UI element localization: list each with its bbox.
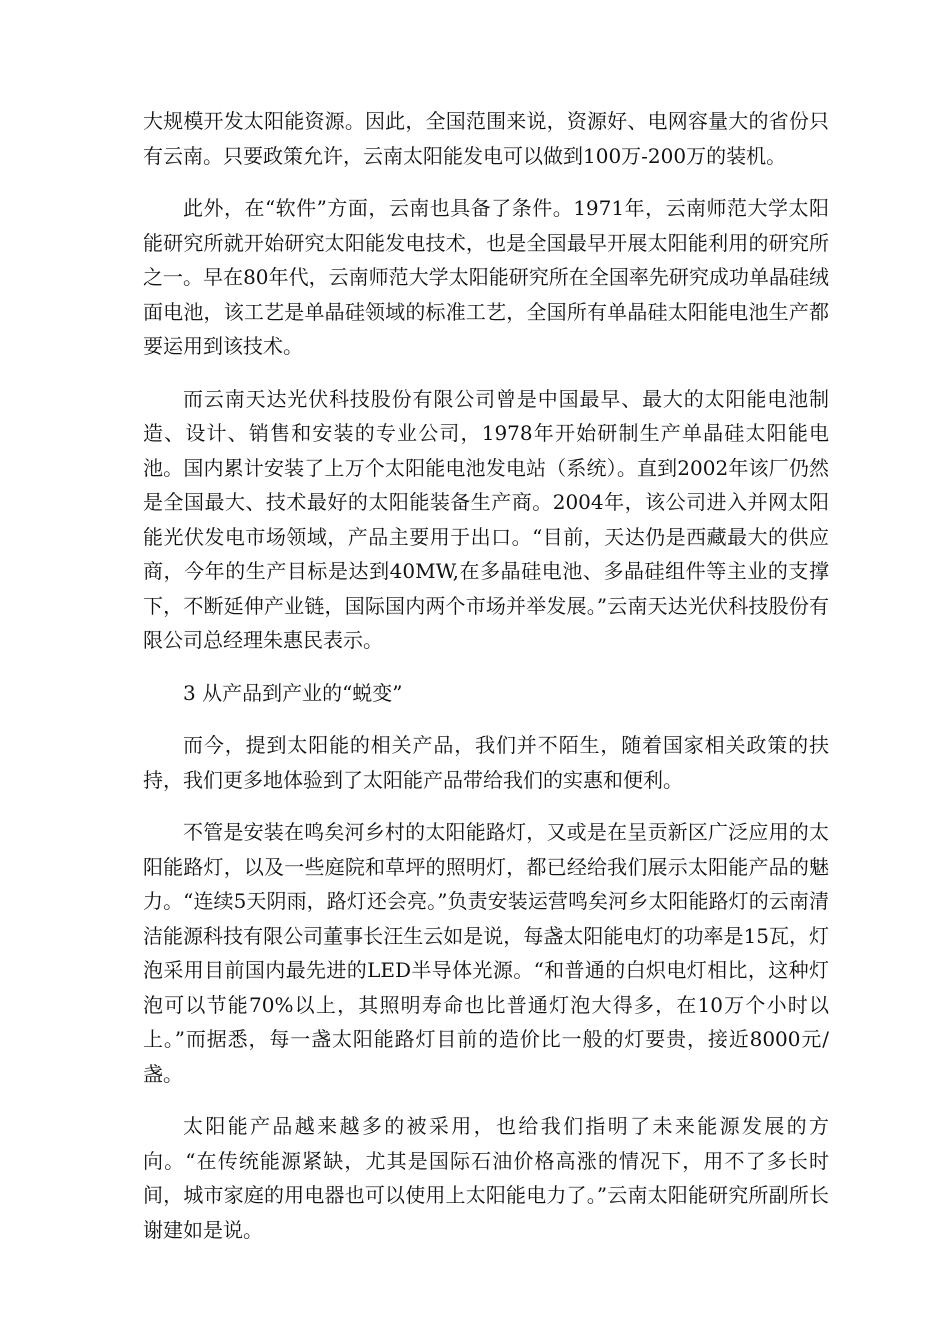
paragraph-solar-streetlights: 不管是安装在鸣矣河乡村的太阳能路灯，又或是在呈贡新区广泛应用的太阳能路灯，以及一些庭院和草坪的照明灯，都已经给我们展示太阳能产品的魅力。“连续5天阴雨，路灯还会亮。”负责安装运营鸣矣河乡太阳能路灯的云南清洁能源科技有限公司董事长汪生云如是说，每盏太阳能电灯的功率是15瓦，灯泡采用目前国内最先进的LED半导体光源。“和普通的白炽电灯相比，这种灯泡可以节能70%以上，其照明寿命也比普通灯泡大得多，在10万个小时以上。”而据悉，每一盏太阳能路灯目前的造价比一般的灯要贵，接近8000元/盏。 bbox=[143, 820, 829, 1086]
paragraph-software-conditions: 此外，在“软件”方面，云南也具备了条件。1971年，云南师范大学太阳能研究所就开始研究太阳能发电技术，也是全国最早开展太阳能利用的研究所之一。早在80年代，云南师范大学太阳能研究所在全国率先研究成功单晶硅绒面电池，该工艺是单晶硅领域的标准工艺，全国所有单晶硅太阳能电池生产都要运用到该技术。 bbox=[143, 196, 829, 358]
paragraph-solar-products: 而今，提到太阳能的相关产品，我们并不陌生，随着国家相关政策的扶持，我们更多地体验到了太阳能产品带给我们的实惠和便利。 bbox=[143, 733, 829, 792]
paragraph-continuation: 大规模开发太阳能资源。因此，全国范围来说，资源好、电网容量大的省份只有云南。只要政策允许，云南太阳能发电可以做到100万-200万的装机。 bbox=[143, 109, 829, 168]
paragraph-future-direction: 太阳能产品越来越多的被采用，也给我们指明了未来能源发展的方向。“在传统能源紧缺，尤其是国际石油价格高涨的情况下，用不了多长时间，城市家庭的用电器也可以使用上太阳能电力了。”云南太阳能研究所副所长谢建如是说。 bbox=[143, 1114, 829, 1242]
paragraph-tianda-company: 而云南天达光伏科技股份有限公司曾是中国最早、最大的太阳能电池制造、设计、销售和安装的专业公司，1978年开始研制生产单晶硅太阳能电池。国内累计安装了上万个太阳能电池发电站（系统）。直到2002年该厂仍然是全国最大、技术最好的太阳能装备生产商。2004年，该公司进入并网太阳能光伏发电市场领域，产品主要用于出口。“目前，天达仍是西藏最大的供应商，今年的生产目标是达到40MW,在多晶硅电池、多晶硅组件等主业的支撑下，不断延伸产业链，国际国内两个市场并举发展。”云南天达光伏科技股份有限公司总经理朱惠民表示。 bbox=[143, 386, 829, 652]
section-heading: 3 从产品到产业的“蜕变” bbox=[183, 680, 403, 705]
document-page bbox=[143, 104, 829, 1265]
